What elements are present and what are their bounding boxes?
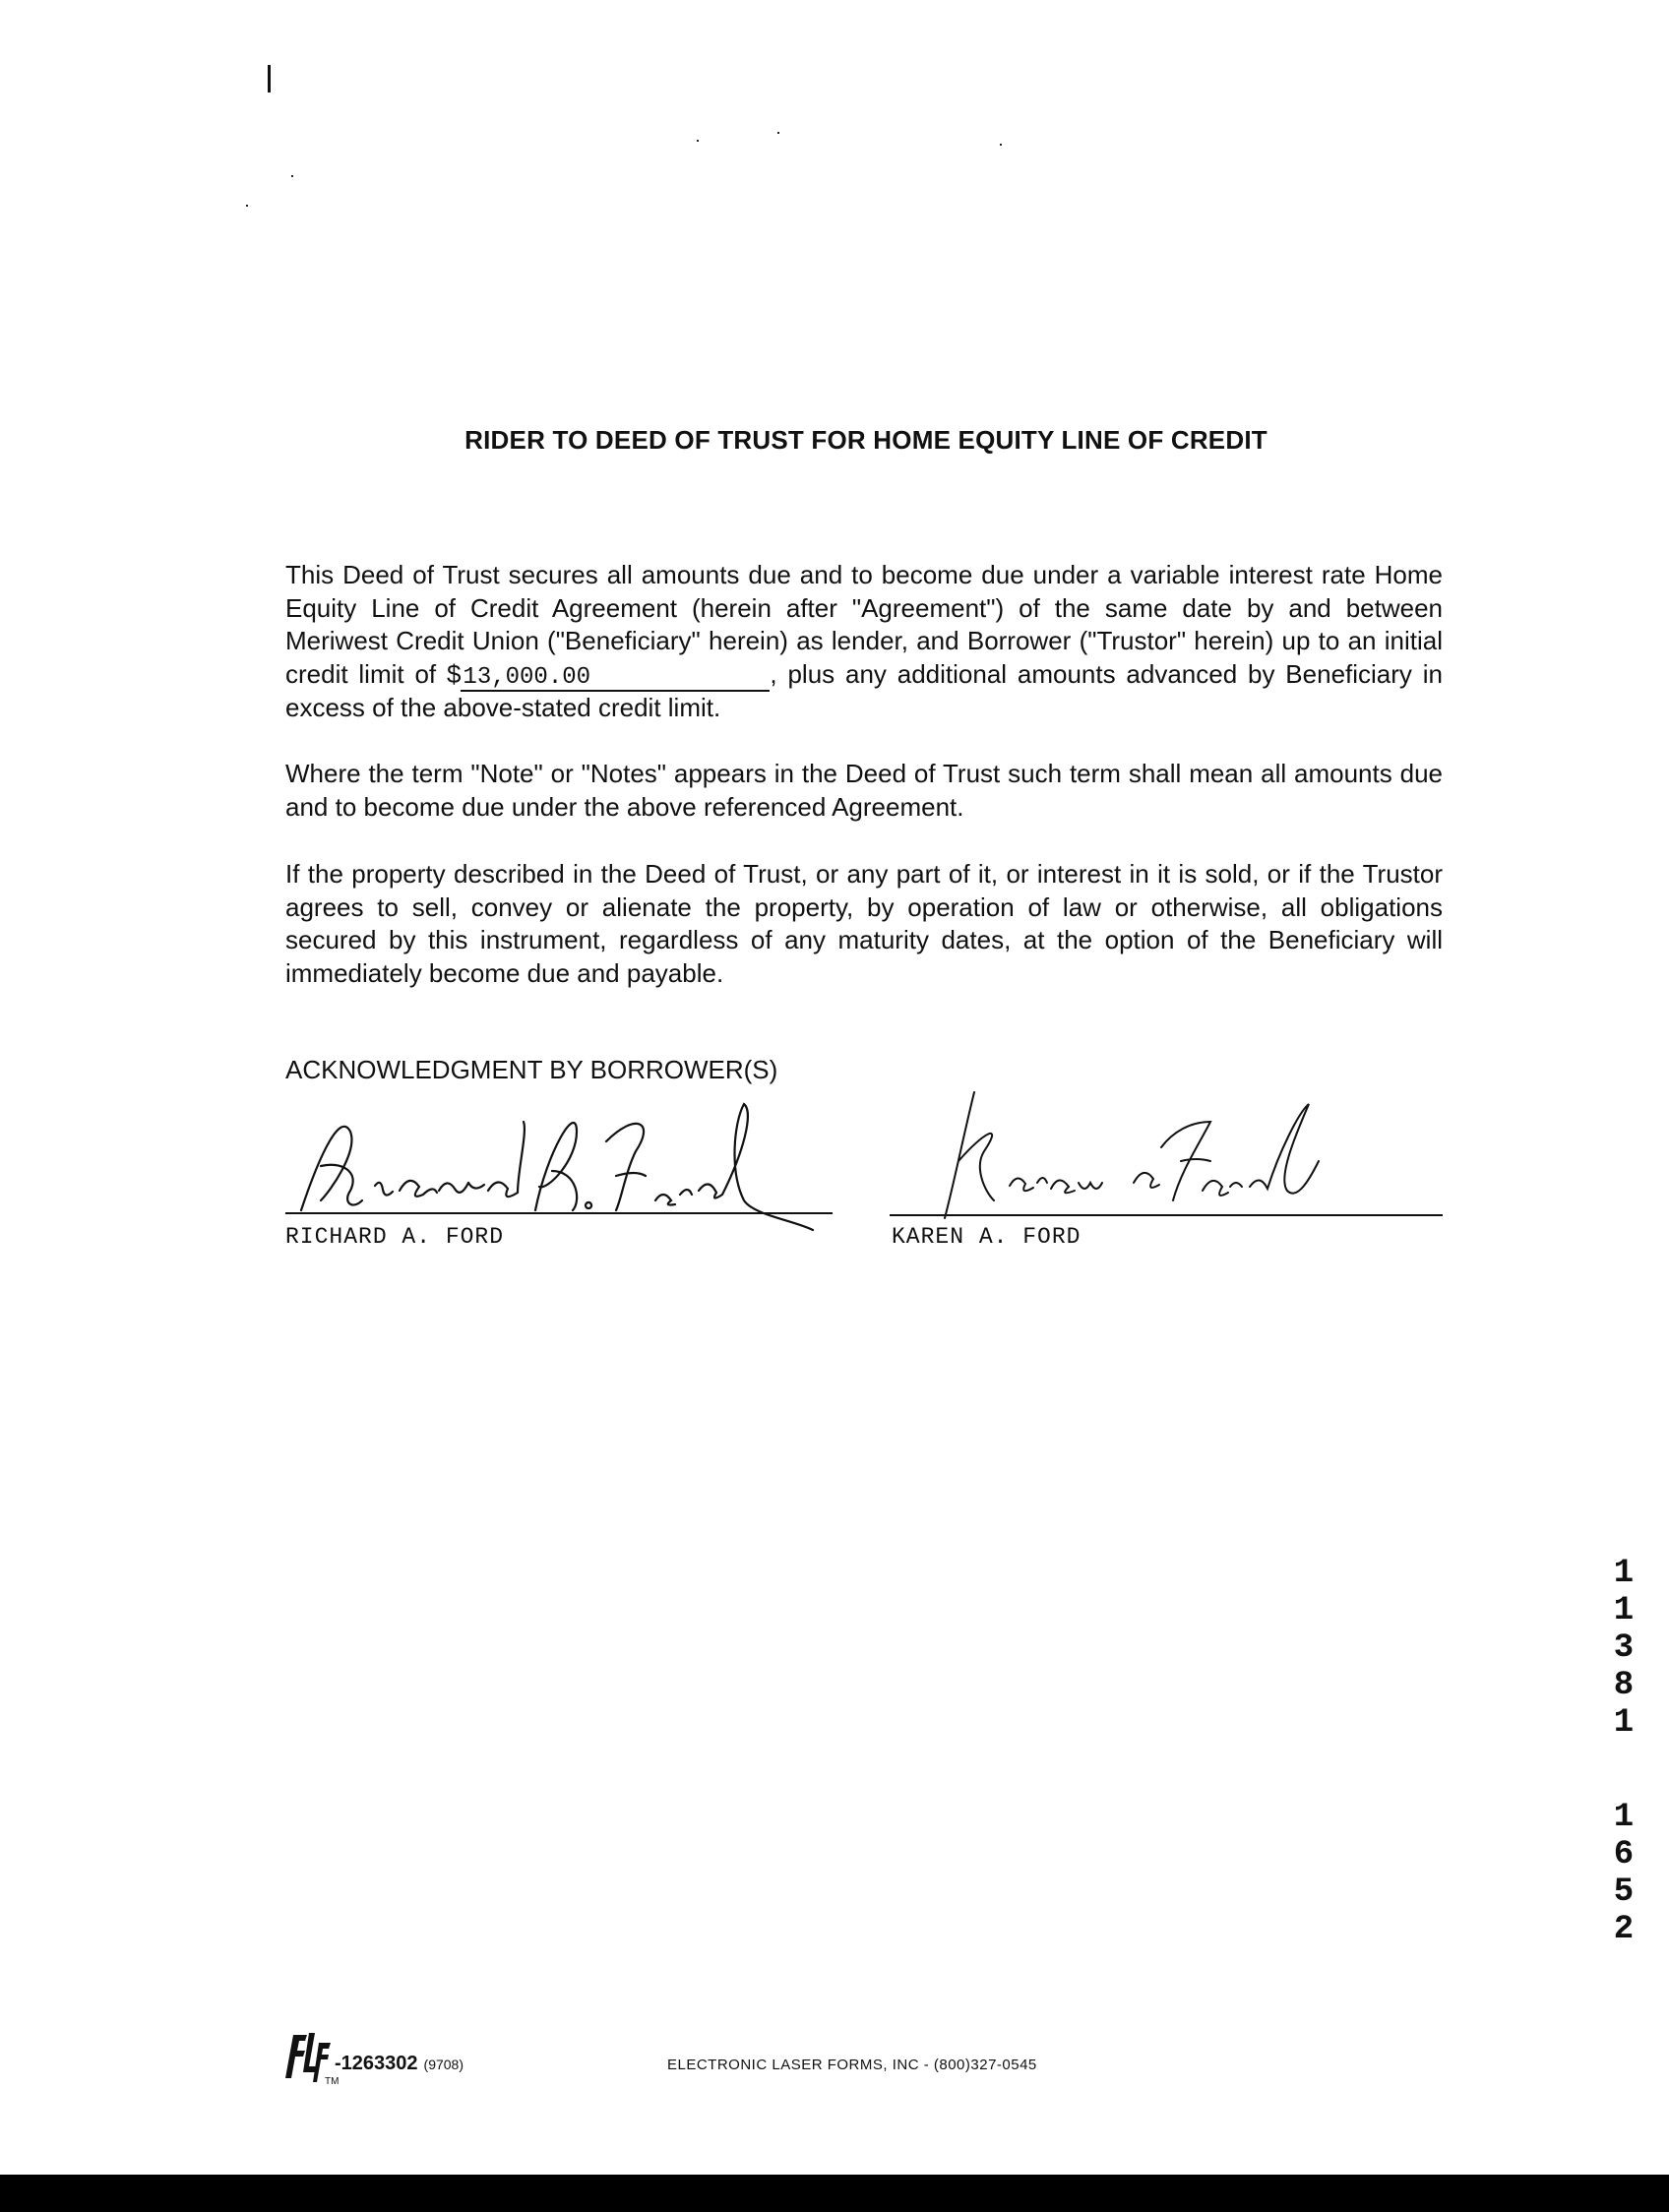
- form-number: -1263302: [335, 2053, 418, 2074]
- document-title: RIDER TO DEED OF TRUST FOR HOME EQUITY LINE OF CREDIT: [464, 425, 1267, 455]
- stamp-digit: 6: [1613, 1836, 1635, 1874]
- paragraph-credit-agreement: [285, 559, 1443, 724]
- scan-bottom-edge: [0, 2175, 1669, 2212]
- margin-stamp-bottom: [1610, 1799, 1638, 1948]
- scan-speck: [777, 132, 779, 134]
- form-revision: (9708): [423, 2057, 464, 2072]
- stamp-digit: 1: [1613, 1799, 1635, 1836]
- signature-line-richard: [285, 1212, 833, 1214]
- form-code: [335, 2053, 464, 2075]
- stamp-digit: 1: [1613, 1555, 1635, 1592]
- scan-mark: [268, 65, 271, 92]
- signer-name-richard: RICHARD A. FORD: [285, 1224, 505, 1250]
- paragraph-credit-agreement-tail: , plus any additional amounts advanced by Beneficiary in excess of the above-stated credit limit.: [285, 658, 1443, 722]
- signature-karen: [915, 1092, 1329, 1220]
- signer-name-karen: KAREN A. FORD: [892, 1224, 1082, 1250]
- stamp-digit: 1: [1613, 1704, 1635, 1742]
- scan-speck: [291, 175, 293, 177]
- scan-speck: [697, 140, 699, 142]
- scan-speck: [246, 205, 248, 207]
- stamp-digit: 3: [1613, 1629, 1635, 1667]
- margin-stamp-top: [1610, 1555, 1638, 1742]
- stamp-digit: 8: [1613, 1667, 1635, 1704]
- publisher-line: ELECTRONIC LASER FORMS, INC - (800)327-0545: [667, 2057, 1037, 2073]
- acknowledgment-heading: ACKNOWLEDGMENT BY BORROWER(S): [285, 1055, 778, 1084]
- stamp-digit: 2: [1613, 1911, 1635, 1948]
- stamp-digit: 5: [1613, 1874, 1635, 1911]
- credit-limit-amount: 13,000.00: [461, 666, 770, 692]
- paragraph-note-definition: Where the term "Note" or "Notes" appears in the Deed of Trust such term shall mean all amounts due and to become due under the above referenced Agreement.: [285, 759, 1443, 822]
- signature-line-karen: [890, 1214, 1443, 1216]
- paragraph-due-on-sale: If the property described in the Deed of Trust, or any part of it, or interest in it is sold, or if the Trustor agrees to sell, convey or alienate the property, by operation of law or otherwise, all obligations secured by this instrument, regardless of any maturity dates, at the option of the Beneficiary will immediately become due and payable.: [285, 859, 1443, 988]
- scan-speck: [1000, 144, 1002, 146]
- paragraph-credit-agreement-text: This Deed of Trust secures all amounts due and to become due under a variable interest rate Home Equity Line of Credit Agreement (herein after "Agreement") of the same date by and between Meriwest Credit Union ("Beneficiary" herein) as lender, and Borrower ("Trustor" herein) up to an initial credit limit of $: [285, 560, 1443, 689]
- logo-trademark: TM: [325, 2076, 340, 2087]
- stamp-digit: 1: [1613, 1592, 1635, 1629]
